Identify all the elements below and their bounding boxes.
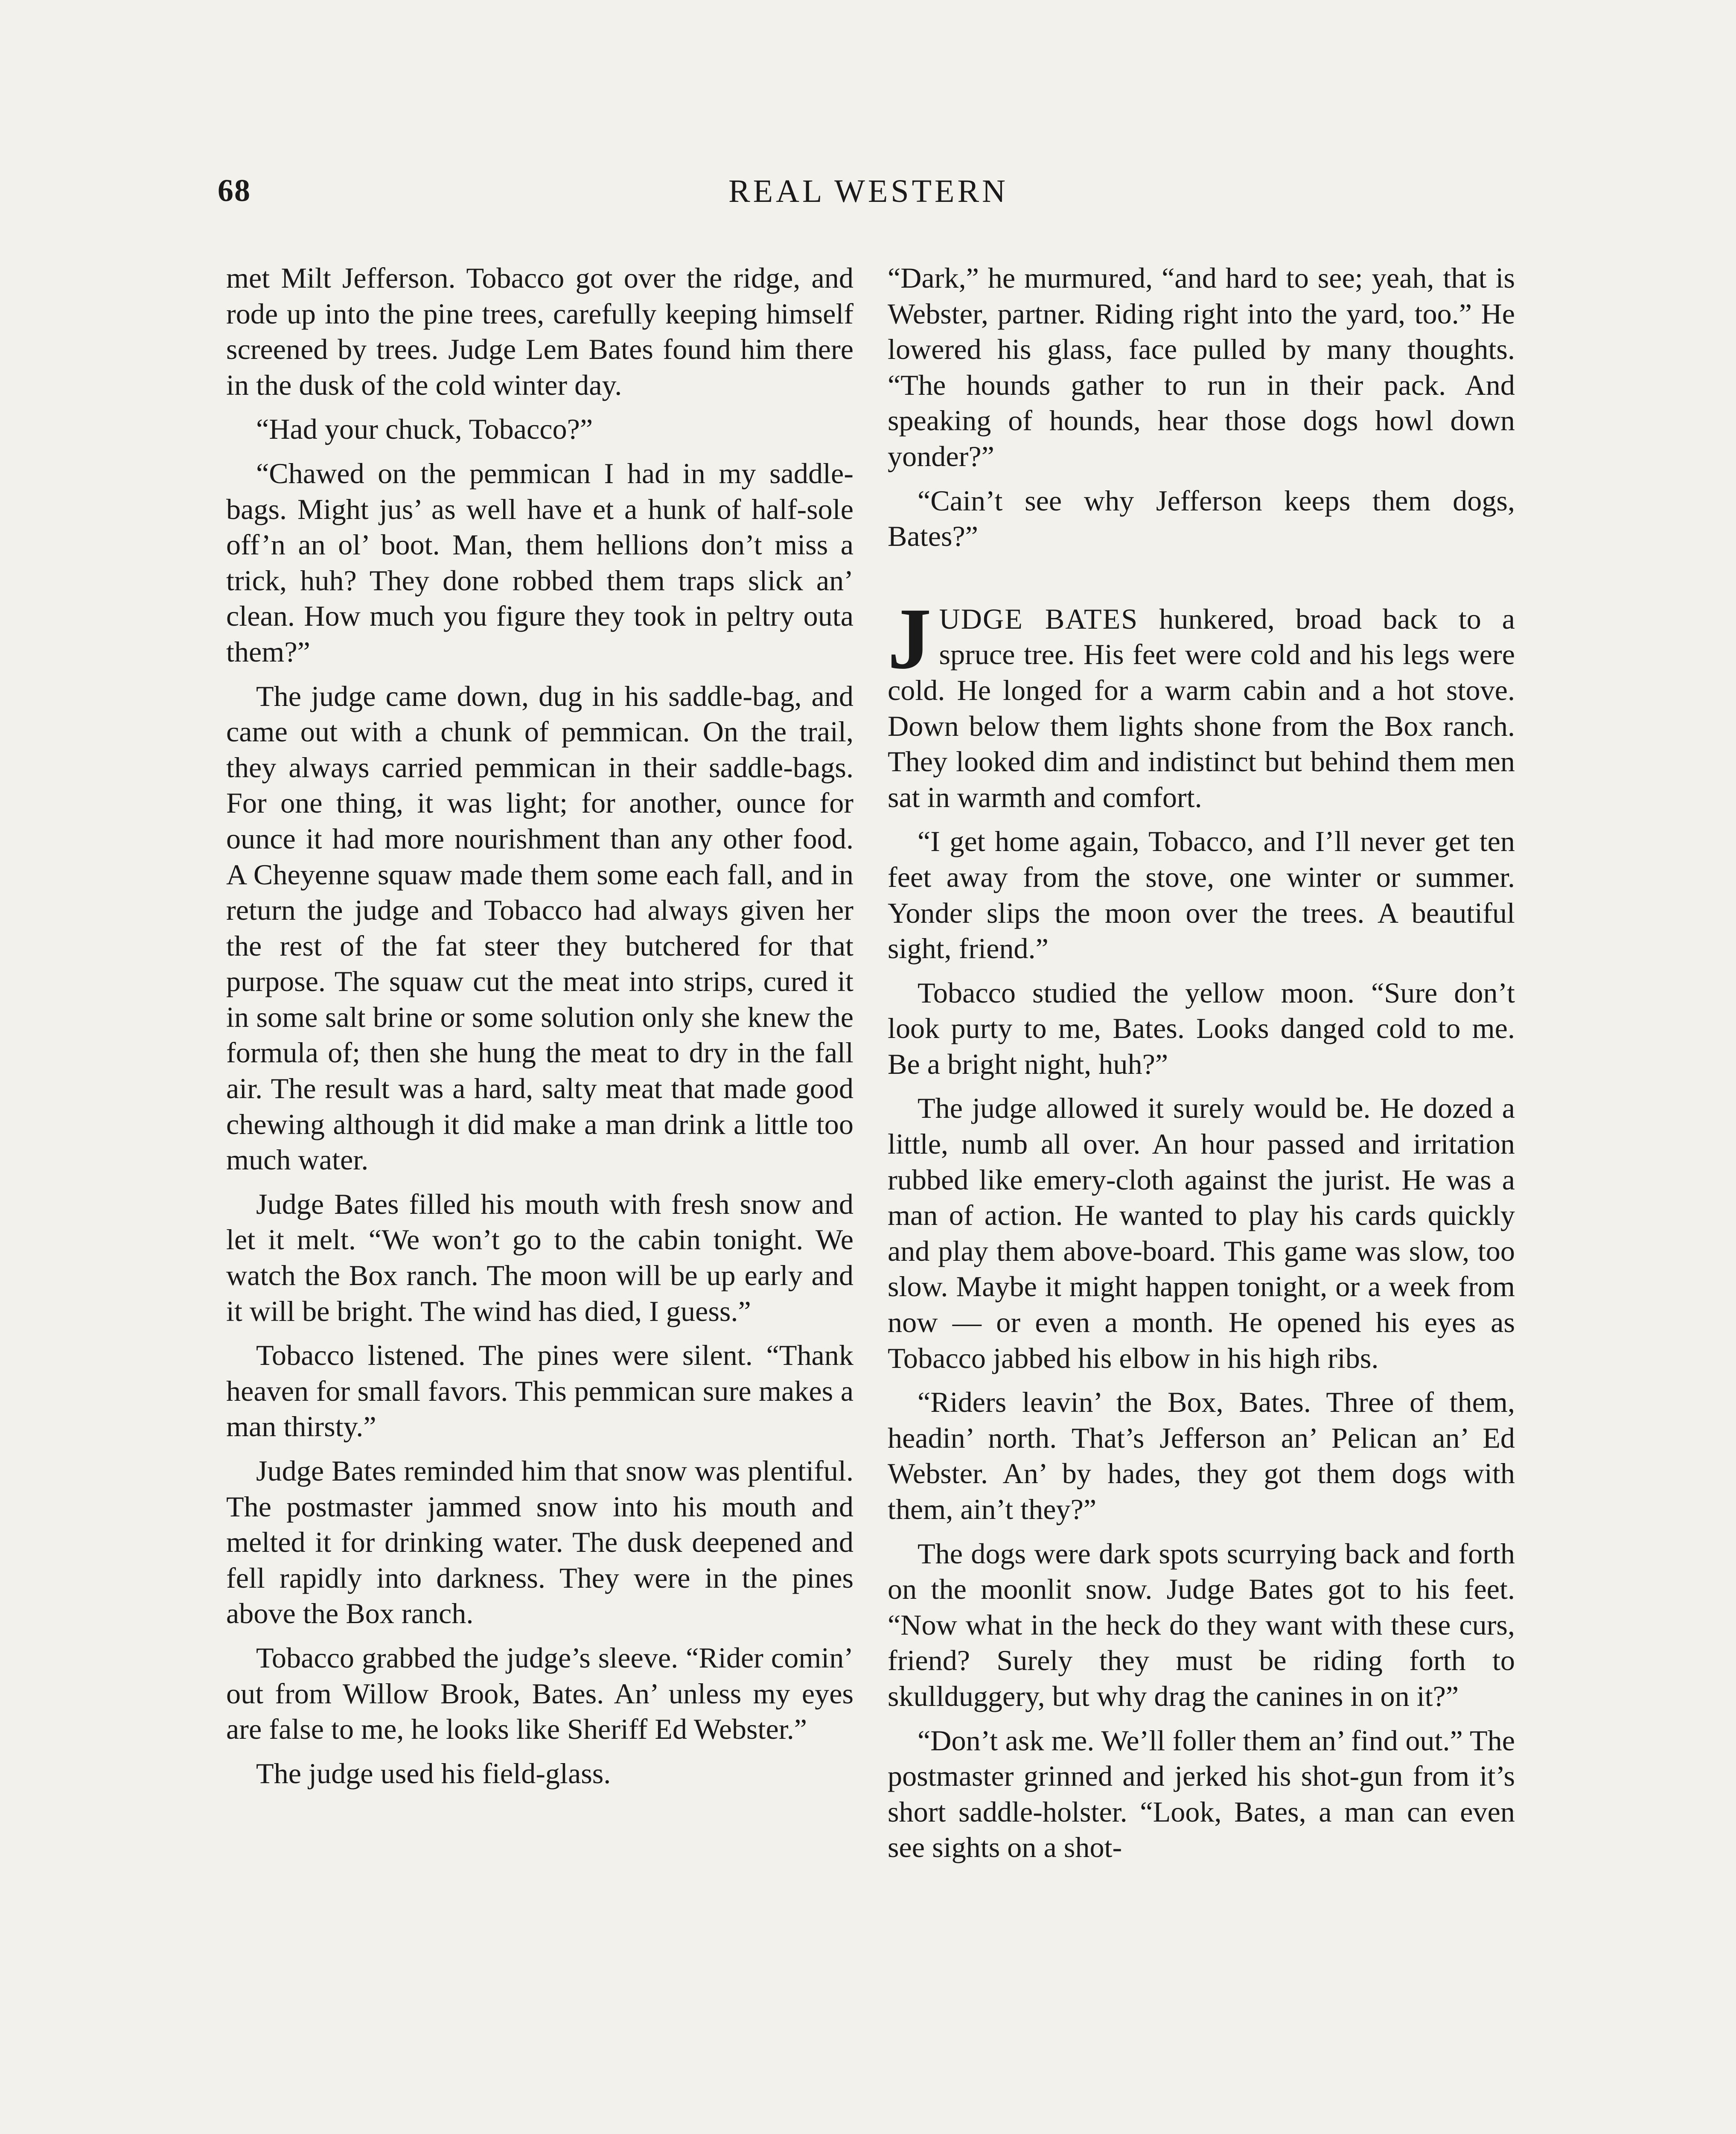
paragraph: The judge came down, dug in his saddle-bag, and came out with a chunk of pemmican. On the trail, they always carried pemmican in their saddle-bags. For one thing, it was light; for another, ounce for ounce it had more nourishment than any other food. A Cheyenne squaw made them some each fall, and in return the judge and Tobacco had always given her the rest of the fat steer they butchered for that purpose. The squaw cut the meat into strips, cured it in some salt brine or some solution only she knew the formula of; then she hung the meat to dry in the fall air. The result was a hard, salty meat that made good chewing although it did make a man drink a little too much water. <box>226 679 853 1176</box>
paragraph: Tobacco listened. The pines were silent. “Thank heaven for small favors. This pemmican sure makes a man thirsty.” <box>226 1339 853 1443</box>
page-header <box>218 173 1519 224</box>
paragraph: “Riders leavin’ the Box, Bates. Three of them, headin’ north. That’s Jefferson an’ Pelican an’ Ed Webster. An’ by hades, they got them dogs with them, ain’t they?” <box>888 1386 1515 1525</box>
magazine-title: REAL WESTERN <box>728 173 1009 209</box>
left-column <box>226 260 853 1800</box>
paragraph: Tobacco grabbed the judge’s sleeve. “Rider comin’ out from Willow Brook, Bates. An’ unless my eyes are false to me, he looks like Sheriff Ed Webster.” <box>226 1641 853 1746</box>
drop-cap-lead: UDGE BATES <box>939 602 1139 635</box>
paragraph: The judge allowed it surely would be. He dozed a little, numb all over. An hour passed and irritation rubbed like emery-cloth against the jurist. He was a man of action. He wanted to play his cards quickly and play them above-board. This game was slow, too slow. Maybe it might happen tonight, or a week from now — or even a month. He opened his eyes as Tobacco jabbed his elbow in his high ribs. <box>888 1092 1515 1374</box>
paragraph: met Milt Jefferson. Tobacco got over the ridge, and rode up into the pine trees, carefully keeping himself screened by trees. Judge Lem Bates found him there in the dusk of the cold winter day. <box>226 262 853 401</box>
paragraph: Judge Bates filled his mouth with fresh snow and let it melt. “We won’t go to the cabin tonight. We watch the Box ranch. The moon will be up early and it will be bright. The wind has died, I guess.” <box>226 1187 853 1327</box>
paragraph: “Dark,” he murmured, “and hard to see; yeah, that is Webster, partner. Riding right into the yard, too.” He lowered his glass, face pulled by many thoughts. “The hounds gather to run in their pack. And speaking of hounds, hear those dogs howl down yonder?” <box>888 262 1515 472</box>
right-column <box>888 260 1515 1874</box>
paragraph: “Cain’t see why Jefferson keeps them dogs, Bates?” <box>888 484 1515 553</box>
paragraph: “Chawed on the pemmican I had in my saddle-bags. Might jus’ as well have et a hunk of half-sole off’n an ol’ boot. Man, them hellions don’t miss a trick, huh? They done robbed them traps slick an’ clean. How much you figure they took in peltry outa them?” <box>226 457 853 668</box>
paragraph: The judge used his field-glass. <box>256 1757 611 1790</box>
paragraph: Tobacco studied the yellow moon. “Sure don’t look purty to me, Bates. Looks danged cold to me. Be a bright night, huh?” <box>888 976 1515 1080</box>
paragraph: “Don’t ask me. We’ll foller them an’ find out.” The postmaster grinned and jerked his shot-gun from it’s short saddle-holster. “Look, Bates, a man can even see sights on a shot- <box>888 1724 1515 1864</box>
page-number: 68 <box>218 173 251 208</box>
drop-cap-paragraph <box>888 590 1515 816</box>
paragraph: The dogs were dark spots scurrying back and forth on the moonlit snow. Judge Bates got to his feet. “Now what in the heck do they want with these curs, friend? Surely they must be riding forth to skullduggery, but why drag the canines in on it?” <box>888 1537 1515 1712</box>
paragraph: “I get home again, Tobacco, and I’ll never get ten feet away from the stove, one winter or summer. Yonder slips the moon over the trees. A beautiful sight, friend.” <box>888 825 1515 965</box>
paragraph: “Had your chuck, Tobacco?” <box>256 413 593 446</box>
drop-cap-body: hunkered, broad back to a spruce tree. His feet were cold and his legs were cold. He longed for a warm cabin and a hot stove. Down below them lights shone from the Box ranch. They looked dim and indistinct but behind them men sat in warmth and comfort. <box>888 602 1515 813</box>
drop-cap-letter: J <box>888 590 932 687</box>
paragraph: Judge Bates reminded him that snow was plentiful. The postmaster jammed snow into his mouth and melted it for drinking water. The dusk deepened and fell rapidly into darkness. They were in the pines above the Box ranch. <box>226 1455 853 1630</box>
